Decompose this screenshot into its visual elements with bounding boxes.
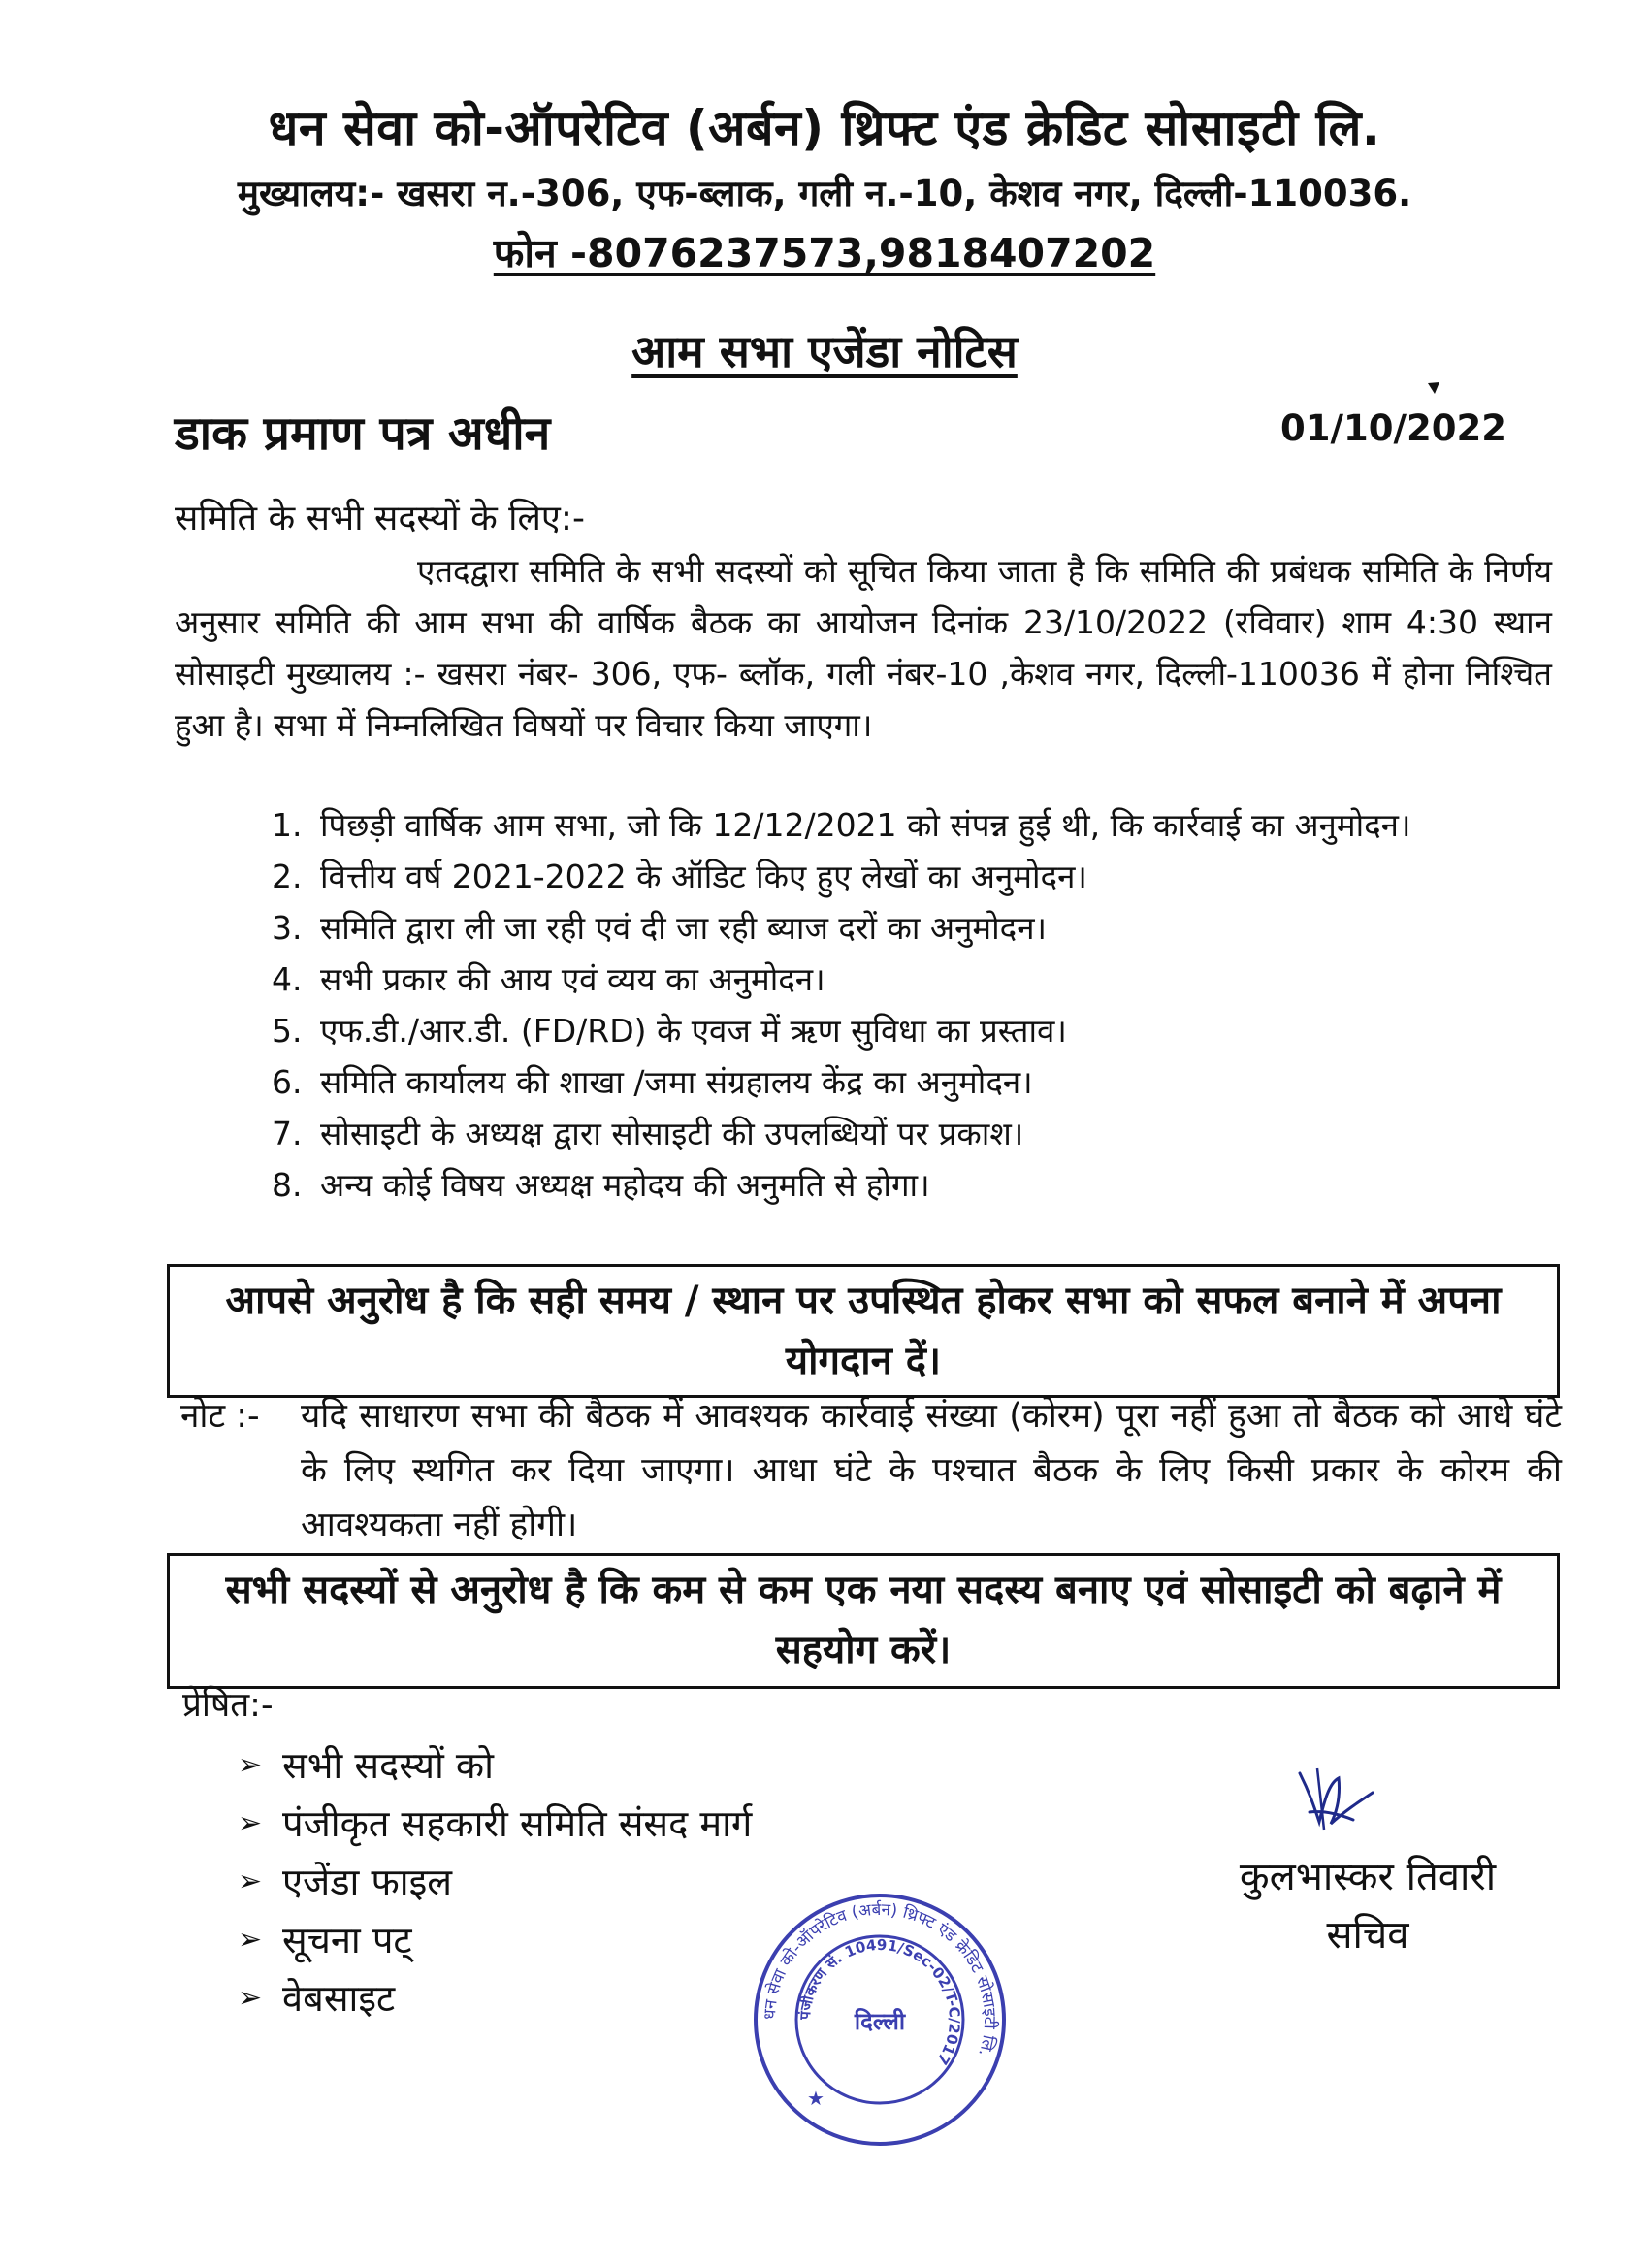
svg-text:धन सेवा को-ऑपरेटिव (अर्बन) थ्र: धन सेवा को-ऑपरेटिव (अर्बन) थ्रिफ्ट एंड क्रेडिट सोसाइटी लि.: [760, 1899, 1000, 2059]
recipient-item: [238, 1911, 752, 1969]
svg-text:★: ★: [807, 2087, 824, 2110]
agenda-item: [272, 902, 1562, 954]
agenda-item-text: पिछड़ी वार्षिक आम सभा, जो कि 12/12/2021 को संपन्न हुई थी, कि कार्रवाई का अनुमोदन।: [320, 806, 1411, 844]
membership-request-box: सभी सदस्यों से अनुरोध है कि कम से कम एक नया सदस्य बनाए एवं सोसाइटी को बढ़ाने में सहयोग करें।: [167, 1553, 1560, 1689]
recipient-label: वेबसाइट: [282, 1977, 396, 2020]
agenda-item-text: वित्तीय वर्ष 2021-2022 के ऑडिट किए हुए लेखों का अनुमोदन।: [320, 858, 1087, 895]
agenda-item: [272, 1159, 1562, 1211]
agenda-item: [272, 851, 1562, 902]
svg-text:दिल्ली: दिल्ली: [854, 2008, 906, 2035]
salutation: समिति के सभी सदस्यों के लिए:-: [175, 499, 585, 538]
agenda-item-number: 3.: [272, 909, 303, 947]
org-name: धन सेवा को-ऑपरेटिव (अर्बन) थ्रिफ्ट एंड क्रेडिट सोसाइटी लि.: [268, 100, 1381, 156]
notice-title: आम सभा एजेंडा नोटिस: [631, 325, 1018, 377]
agenda-list: [272, 799, 1562, 1211]
forwarded-label: प्रेषित:-: [182, 1686, 274, 1725]
note-label: नोट :-: [180, 1397, 260, 1436]
agenda-item-text: अन्य कोई विषय अध्यक्ष महोदय की अनुमति से होगा।: [320, 1166, 930, 1204]
recipient-label: पंजीकृत सहकारी समिति संसद मार्ग: [282, 1802, 753, 1845]
svg-text:पंजीकरण सं. 10491/Sec-02/T-C/2: पंजीकरण सं. 10491/Sec-02/T-C/2017: [795, 1935, 964, 2068]
agenda-item: [272, 799, 1562, 851]
recipient-item: [238, 1795, 752, 1853]
postal-certificate-line: डाक प्रमाण पत्र अधीन: [175, 406, 551, 461]
recipient-list: [238, 1736, 752, 2027]
recipient-label: सभी सदस्यों को: [282, 1744, 494, 1787]
arrowhead-bullet-icon: ➢: [238, 1923, 263, 1957]
org-address: मुख्यालय:- खसरा न.-306, एफ-ब्लाक, गली न.-10, केशव नगर, दिल्ली-110036.: [237, 173, 1412, 214]
agenda-item-number: 5.: [272, 1012, 303, 1050]
agenda-item: [272, 1005, 1562, 1056]
agenda-item-text: सोसाइटी के अध्यक्ष द्वारा सोसाइटी की उपलब्धियों पर प्रकाश।: [320, 1115, 1024, 1152]
signatory-title: सचिव: [1326, 1913, 1409, 1958]
arrowhead-bullet-icon: ➢: [238, 1806, 263, 1840]
recipient-label: सूचना पट्: [282, 1919, 412, 1961]
agenda-item: [272, 1056, 1562, 1108]
agenda-item-number: 7.: [272, 1115, 303, 1152]
agenda-item-number: 6.: [272, 1063, 303, 1101]
body-paragraph: एतदद्वारा समिति के सभी सदस्यों को सूचित किया जाता है कि समिति की प्रबंधक समिति के निर्णय अनुसार समिति की आम सभा की वार्षिक बैठक का आयोजन दिनांक 23/10/2022 (रविवार) शाम 4:30 स्थान सोसाइटी मुख्यालय :- खसरा नंबर- 306, एफ- ब्लॉक, गली नंबर-10 ,केशव नगर, दिल्ली-110036 में होना निश्चित हुआ है। सभा में निम्नलिखित विषयों पर विचार किया जाएगा।: [175, 552, 1552, 744]
agenda-item-number: 2.: [272, 858, 303, 895]
notice-date: 01/10/2022: [1280, 407, 1506, 449]
ink-mark-icon: [1426, 380, 1441, 396]
agenda-item-number: 8.: [272, 1166, 303, 1204]
agenda-item-text: सभी प्रकार की आय एवं व्यय का अनुमोदन।: [320, 960, 825, 998]
recipient-item: [238, 1736, 752, 1795]
agenda-item-text: समिति द्वारा ली जा रही एवं दी जा रही ब्याज दरों का अनुमोदन।: [320, 909, 1048, 947]
note-text: यदि साधारण सभा की बैठक में आवश्यक कार्रवाई संख्या (कोरम) पूरा नहीं हुआ तो बैठक को आधे घंटे के लिए स्थगित कर दिया जाएगा। आधा घंटे के पश्चात बैठक के लिए किसी प्रकार के कोरम की आवश्यकता नहीं होगी।: [301, 1397, 1562, 1544]
attendance-request-box: आपसे अनुरोध है कि सही समय / स्थान पर उपस्थित होकर सभा को सफल बनाने में अपना योगदान दें।: [167, 1264, 1560, 1398]
agenda-item: [272, 954, 1562, 1005]
signature-icon: [1271, 1754, 1397, 1851]
recipient-label: एजेंडा फाइल: [282, 1861, 453, 1903]
signatory-name: कुलभास्कर तिवारी: [1239, 1855, 1497, 1899]
org-phone: फोन -8076237573,9818407202: [493, 230, 1156, 276]
agenda-item-number: 4.: [272, 960, 303, 998]
arrowhead-bullet-icon: ➢: [238, 1981, 263, 2015]
agenda-item: [272, 1108, 1562, 1159]
arrowhead-bullet-icon: ➢: [238, 1864, 263, 1898]
recipient-item: [238, 1969, 752, 2027]
recipient-item: [238, 1853, 752, 1911]
agenda-item-number: 1.: [272, 806, 303, 844]
agenda-item-text: एफ.डी./आर.डी. (FD/RD) के एवज में ऋण सुविधा का प्रस्ताव।: [320, 1012, 1067, 1050]
society-seal-icon: [749, 1892, 1011, 2149]
arrowhead-bullet-icon: ➢: [238, 1748, 263, 1782]
agenda-item-text: समिति कार्यालय की शाखा /जमा संग्रहालय केंद्र का अनुमोदन।: [320, 1063, 1033, 1101]
